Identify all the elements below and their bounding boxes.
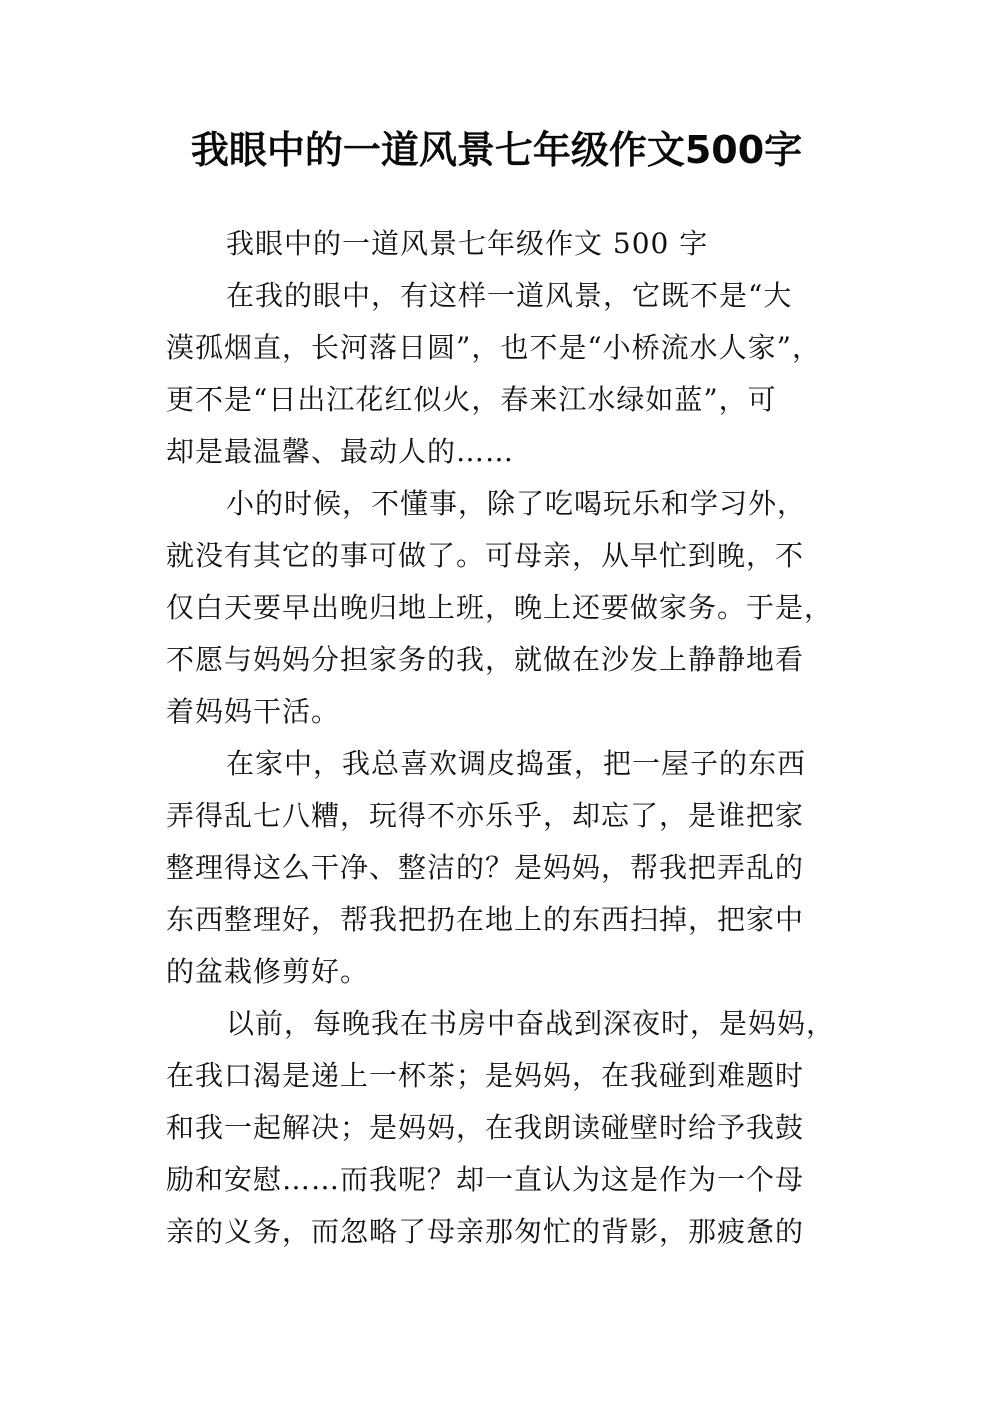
paragraph-line: 着妈妈干活。 <box>166 695 341 728</box>
paragraph-line: 亲的义务，而忽略了母亲那匆忙的背影，那疲惫的 <box>166 1215 805 1248</box>
paragraph <box>166 270 846 478</box>
paragraph-line: 我眼中的一道风景七年级作文 500 字 <box>226 227 709 260</box>
paragraph-line: 东西整理好，帮我把扔在地上的东西扫掉，把家中 <box>166 903 805 936</box>
paragraph <box>166 218 846 270</box>
paragraph-line: 小的时候，不懂事，除了吃喝玩乐和学习外， <box>226 487 807 520</box>
paragraph-line: 在我口渴是递上一杯茶；是妈妈，在我碰到难题时 <box>166 1059 805 1092</box>
paragraph-line: 就没有其它的事可做了。可母亲，从早忙到晚，不 <box>166 539 805 572</box>
paragraph-line: 的盆栽修剪好。 <box>166 955 370 988</box>
paragraph-line: 仅白天要早出晚归地上班，晚上还要做家务。于是， <box>166 591 834 624</box>
document-body <box>166 218 846 1258</box>
paragraph <box>166 738 846 998</box>
paragraph-line: 更不是“日出江花红似火，春来江水绿如蓝”，可 <box>166 383 777 416</box>
paragraph-line: 励和安慰……而我呢？却一直认为这是作为一个母 <box>166 1163 805 1196</box>
paragraph <box>166 478 846 738</box>
paragraph-line: 不愿与妈妈分担家务的我，就做在沙发上静静地看 <box>166 643 805 676</box>
paragraph-line: 和我一起解决；是妈妈，在我朗读碰壁时给予我鼓 <box>166 1111 805 1144</box>
document-title: 我眼中的一道风景七年级作文500字 <box>190 128 803 172</box>
paragraph-line: 在家中，我总喜欢调皮捣蛋，把一屋子的东西 <box>226 747 807 780</box>
paragraph-line: 在我的眼中，有这样一道风景，它既不是“大 <box>226 279 793 312</box>
paragraph-line: 却是最温馨、最动人的…… <box>166 435 515 468</box>
paragraph-line: 弄得乱七八糟，玩得不亦乐乎，却忘了，是谁把家 <box>166 799 805 832</box>
paragraph-line: 整理得这么干净、整洁的？是妈妈，帮我把弄乱的 <box>166 851 805 884</box>
paragraph-line: 以前，每晚我在书房中奋战到深夜时，是妈妈， <box>226 1007 836 1040</box>
paragraph-line: 漠孤烟直，长河落日圆”，也不是“小桥流水人家”， <box>166 331 821 364</box>
paragraph <box>166 998 846 1258</box>
